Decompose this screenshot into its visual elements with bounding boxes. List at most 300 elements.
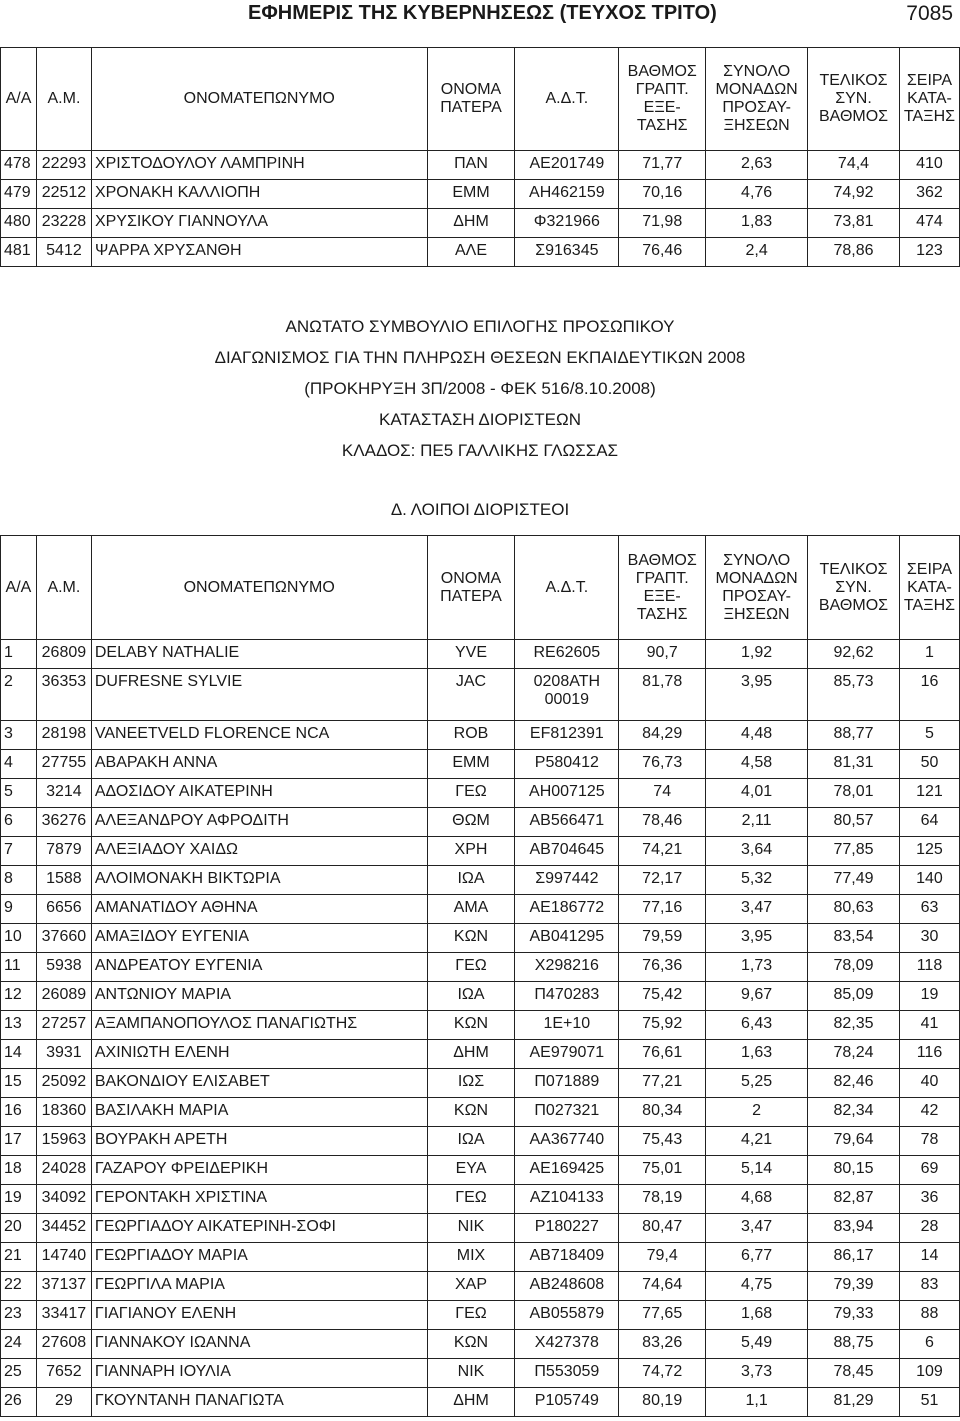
registry-number: 36353 bbox=[36, 669, 91, 721]
father-name: ΝΙΚ bbox=[427, 1359, 515, 1388]
id-card-number: Ρ580412 bbox=[515, 750, 619, 779]
bonus-units: 1,73 bbox=[706, 953, 808, 982]
col-header-rank: ΣΕΙΡΑ ΚΑΤΑ- ΤΑΞΗΣ bbox=[899, 536, 959, 640]
exam-grade: 81,78 bbox=[619, 669, 706, 721]
registry-number: 26809 bbox=[36, 640, 91, 669]
exam-grade: 76,36 bbox=[619, 953, 706, 982]
exam-grade: 79,59 bbox=[619, 924, 706, 953]
row-index: 478 bbox=[1, 151, 37, 180]
registry-number: 23228 bbox=[36, 209, 91, 238]
ranking: 63 bbox=[899, 895, 959, 924]
registry-number: 28198 bbox=[36, 721, 91, 750]
ranking: 36 bbox=[899, 1185, 959, 1214]
row-index: 13 bbox=[1, 1011, 37, 1040]
bonus-units: 5,49 bbox=[706, 1330, 808, 1359]
table-row bbox=[1, 924, 960, 953]
row-index: 8 bbox=[1, 866, 37, 895]
father-name: ΝΙΚ bbox=[427, 1214, 515, 1243]
table-header-row bbox=[1, 536, 960, 640]
col-header-total: ΤΕΛΙΚΟΣ ΣΥΝ. ΒΑΘΜΟΣ bbox=[808, 536, 900, 640]
row-index: 9 bbox=[1, 895, 37, 924]
full-name: ΓΕΩΡΓΙΑΔΟΥ ΜΑΡΙΑ bbox=[91, 1243, 427, 1272]
exam-grade: 77,65 bbox=[619, 1301, 706, 1330]
exam-grade: 90,7 bbox=[619, 640, 706, 669]
full-name: ΑΔΟΣΙΔΟΥ ΑΙΚΑΤΕΡΙΝΗ bbox=[91, 779, 427, 808]
full-name: ΧΡΟΝΑΚΗ ΚΑΛΛΙΟΠΗ bbox=[91, 180, 427, 209]
father-name: ΧΑΡ bbox=[427, 1272, 515, 1301]
row-index: 10 bbox=[1, 924, 37, 953]
full-name: ΑΒΑΡΑΚΗ ΑΝΝΑ bbox=[91, 750, 427, 779]
bonus-units: 2,11 bbox=[706, 808, 808, 837]
full-name: ΓΑΖΑΡΟΥ ΦΡΕΙΔΕΡΙΚΗ bbox=[91, 1156, 427, 1185]
announcement-line-5: ΚΛΑΔΟΣ: ΠΕ5 ΓΑΛΛΙΚΗΣ ΓΛΩΣΣΑΣ bbox=[341, 441, 619, 460]
col-header-bonus: ΣΥΝΟΛΟ ΜΟΝΑΔΩΝ ΠΡΟΣΑΥ- ΞΗΣΕΩΝ bbox=[706, 536, 808, 640]
id-card-number: 1E+10 bbox=[515, 1011, 619, 1040]
final-score: 88,75 bbox=[808, 1330, 900, 1359]
id-card-number: ΑΑ367740 bbox=[515, 1127, 619, 1156]
registry-number: 18360 bbox=[36, 1098, 91, 1127]
announcement-line-3: (ΠΡΟΚΗΡΥΞΗ 3Π/2008 - ΦΕΚ 516/8.10.2008) bbox=[304, 379, 656, 398]
table-row bbox=[1, 640, 960, 669]
father-name: ΔΗΜ bbox=[427, 1040, 515, 1069]
bonus-units: 3,95 bbox=[706, 924, 808, 953]
final-score: 79,39 bbox=[808, 1272, 900, 1301]
row-index: 24 bbox=[1, 1330, 37, 1359]
final-score: 82,87 bbox=[808, 1185, 900, 1214]
ranking: 50 bbox=[899, 750, 959, 779]
table-row bbox=[1, 779, 960, 808]
col-header-bonus: ΣΥΝΟΛΟ ΜΟΝΑΔΩΝ ΠΡΟΣΑΥ- ΞΗΣΕΩΝ bbox=[706, 48, 808, 151]
exam-grade: 80,34 bbox=[619, 1098, 706, 1127]
id-card-number: Χ427378 bbox=[515, 1330, 619, 1359]
exam-grade: 84,29 bbox=[619, 721, 706, 750]
ranking: 41 bbox=[899, 1011, 959, 1040]
exam-grade: 80,47 bbox=[619, 1214, 706, 1243]
father-name: ΓΕΩ bbox=[427, 953, 515, 982]
id-card-number: ΑΒ248608 bbox=[515, 1272, 619, 1301]
gazette-title: ΕΦΗΜΕΡΙΣ ΤΗΣ ΚΥΒΕΡΝΗΣΕΩΣ (ΤΕΥΧΟΣ ΤΡΙΤΟ) bbox=[248, 2, 717, 24]
final-score: 77,85 bbox=[808, 837, 900, 866]
row-index: 3 bbox=[1, 721, 37, 750]
id-card-number: EF812391 bbox=[515, 721, 619, 750]
exam-grade: 80,19 bbox=[619, 1388, 706, 1417]
col-header-aa: Α/Α bbox=[1, 48, 37, 151]
registry-number: 14740 bbox=[36, 1243, 91, 1272]
row-index: 23 bbox=[1, 1301, 37, 1330]
id-card-number: ΑΖ104133 bbox=[515, 1185, 619, 1214]
ranking: 40 bbox=[899, 1069, 959, 1098]
exam-grade: 72,17 bbox=[619, 866, 706, 895]
exam-grade: 83,26 bbox=[619, 1330, 706, 1359]
ranking: 118 bbox=[899, 953, 959, 982]
full-name: ΑΜΑΝΑΤΙΔΟΥ ΑΘΗΝΑ bbox=[91, 895, 427, 924]
full-name: ΓΙΑΝΝΑΡΗ ΙΟΥΛΙΑ bbox=[91, 1359, 427, 1388]
id-card-number: Σ997442 bbox=[515, 866, 619, 895]
father-name: ΓΕΩ bbox=[427, 1301, 515, 1330]
bonus-units: 3,95 bbox=[706, 669, 808, 721]
full-name: DUFRESNE SYLVIE bbox=[91, 669, 427, 721]
father-name: ΜΙΧ bbox=[427, 1243, 515, 1272]
full-name: ΑΝΤΩΝΙΟΥ ΜΑΡΙΑ bbox=[91, 982, 427, 1011]
final-score: 86,17 bbox=[808, 1243, 900, 1272]
registry-number: 7879 bbox=[36, 837, 91, 866]
id-card-number: ΑΒ055879 bbox=[515, 1301, 619, 1330]
ranking: 69 bbox=[899, 1156, 959, 1185]
registry-number: 26089 bbox=[36, 982, 91, 1011]
col-header-grade: ΒΑΘΜΟΣ ΓΡΑΠΤ. ΕΞΕ- ΤΑΣΗΣ bbox=[619, 48, 706, 151]
col-header-am: Α.Μ. bbox=[36, 536, 91, 640]
final-score: 74,92 bbox=[808, 180, 900, 209]
registry-number: 5412 bbox=[36, 238, 91, 267]
exam-grade: 76,73 bbox=[619, 750, 706, 779]
exam-grade: 78,46 bbox=[619, 808, 706, 837]
final-score: 81,31 bbox=[808, 750, 900, 779]
full-name: ΓΕΡΟΝΤΑΚΗ ΧΡΙΣΤΙΝΑ bbox=[91, 1185, 427, 1214]
table-row bbox=[1, 1185, 960, 1214]
exam-grade: 71,77 bbox=[619, 151, 706, 180]
final-score: 81,29 bbox=[808, 1388, 900, 1417]
col-header-am: Α.Μ. bbox=[36, 48, 91, 151]
final-score: 79,64 bbox=[808, 1127, 900, 1156]
final-score: 88,77 bbox=[808, 721, 900, 750]
registry-number: 22293 bbox=[36, 151, 91, 180]
father-name: YVE bbox=[427, 640, 515, 669]
registry-number: 3214 bbox=[36, 779, 91, 808]
full-name: ΑΞΑΜΠΑΝΟΠΟΥΛΟΣ ΠΑΝΑΓΙΩΤΗΣ bbox=[91, 1011, 427, 1040]
final-score: 82,34 bbox=[808, 1098, 900, 1127]
father-name: ΙΩΑ bbox=[427, 1127, 515, 1156]
registry-number: 1588 bbox=[36, 866, 91, 895]
row-index: 15 bbox=[1, 1069, 37, 1098]
final-score: 77,49 bbox=[808, 866, 900, 895]
row-index: 25 bbox=[1, 1359, 37, 1388]
bonus-units: 4,76 bbox=[706, 180, 808, 209]
id-card-number: ΑΒ041295 bbox=[515, 924, 619, 953]
announcement-block bbox=[0, 311, 960, 466]
final-score: 82,35 bbox=[808, 1011, 900, 1040]
row-index: 26 bbox=[1, 1388, 37, 1417]
table-row bbox=[1, 1011, 960, 1040]
full-name: ΑΛΟΙΜΟΝΑΚΗ ΒΙΚΤΩΡΙΑ bbox=[91, 866, 427, 895]
registry-number: 7652 bbox=[36, 1359, 91, 1388]
exam-grade: 77,21 bbox=[619, 1069, 706, 1098]
full-name: ΧΡΙΣΤΟΔΟΥΛΟΥ ΛΑΜΠΡΙΝΗ bbox=[91, 151, 427, 180]
bonus-units: 5,14 bbox=[706, 1156, 808, 1185]
exam-grade: 70,16 bbox=[619, 180, 706, 209]
bonus-units: 1,68 bbox=[706, 1301, 808, 1330]
id-card-number: Φ321966 bbox=[515, 209, 619, 238]
table-row bbox=[1, 895, 960, 924]
page-header bbox=[0, 0, 960, 30]
father-name: ΚΩΝ bbox=[427, 1011, 515, 1040]
final-score: 78,01 bbox=[808, 779, 900, 808]
bonus-units: 5,32 bbox=[706, 866, 808, 895]
bonus-units: 4,58 bbox=[706, 750, 808, 779]
full-name: ΧΡΥΣΙΚΟΥ ΓΙΑΝΝΟΥΛΑ bbox=[91, 209, 427, 238]
exam-grade: 75,43 bbox=[619, 1127, 706, 1156]
table-row bbox=[1, 1156, 960, 1185]
ranking: 123 bbox=[899, 238, 959, 267]
row-index: 481 bbox=[1, 238, 37, 267]
father-name: JAC bbox=[427, 669, 515, 721]
full-name: ΑΜΑΞΙΔΟΥ ΕΥΓΕΝΙΑ bbox=[91, 924, 427, 953]
ranking: 362 bbox=[899, 180, 959, 209]
table-row bbox=[1, 1301, 960, 1330]
exam-grade: 71,98 bbox=[619, 209, 706, 238]
table-row bbox=[1, 721, 960, 750]
id-card-number: Π027321 bbox=[515, 1098, 619, 1127]
full-name: ΒΑΚΟΝΔΙΟΥ ΕΛΙΣΑΒΕΤ bbox=[91, 1069, 427, 1098]
final-score: 82,46 bbox=[808, 1069, 900, 1098]
col-header-aa: Α/Α bbox=[1, 536, 37, 640]
father-name: ΠΑΝ bbox=[427, 151, 515, 180]
id-card-number: 0208ATH 00019 bbox=[515, 669, 619, 721]
final-score: 85,73 bbox=[808, 669, 900, 721]
table-row bbox=[1, 669, 960, 721]
father-name: ΓΕΩ bbox=[427, 779, 515, 808]
bonus-units: 1,92 bbox=[706, 640, 808, 669]
final-score: 80,63 bbox=[808, 895, 900, 924]
full-name: ΒΑΣΙΛΑΚΗ ΜΑΡΙΑ bbox=[91, 1098, 427, 1127]
final-score: 80,15 bbox=[808, 1156, 900, 1185]
final-score: 83,54 bbox=[808, 924, 900, 953]
father-name: ΔΗΜ bbox=[427, 1388, 515, 1417]
final-score: 78,24 bbox=[808, 1040, 900, 1069]
table-row bbox=[1, 1069, 960, 1098]
table-row bbox=[1, 953, 960, 982]
final-score: 85,09 bbox=[808, 982, 900, 1011]
bonus-units: 3,64 bbox=[706, 837, 808, 866]
father-name: ΧΡΗ bbox=[427, 837, 515, 866]
appointees-table-continued bbox=[0, 47, 960, 267]
full-name: ΓΚΟΥΝΤΑΝΗ ΠΑΝΑΓΙΩΤΑ bbox=[91, 1388, 427, 1417]
exam-grade: 76,46 bbox=[619, 238, 706, 267]
table-header-row bbox=[1, 48, 960, 151]
id-card-number: Π553059 bbox=[515, 1359, 619, 1388]
id-card-number: ΑΕ169425 bbox=[515, 1156, 619, 1185]
bonus-units: 6,43 bbox=[706, 1011, 808, 1040]
bonus-units: 6,77 bbox=[706, 1243, 808, 1272]
table-row bbox=[1, 750, 960, 779]
exam-grade: 74 bbox=[619, 779, 706, 808]
ranking: 6 bbox=[899, 1330, 959, 1359]
final-score: 74,4 bbox=[808, 151, 900, 180]
ranking: 5 bbox=[899, 721, 959, 750]
row-index: 14 bbox=[1, 1040, 37, 1069]
bonus-units: 1,1 bbox=[706, 1388, 808, 1417]
table-row bbox=[1, 1388, 960, 1417]
ranking: 42 bbox=[899, 1098, 959, 1127]
ranking: 64 bbox=[899, 808, 959, 837]
table-row bbox=[1, 982, 960, 1011]
bonus-units: 3,47 bbox=[706, 895, 808, 924]
bonus-units: 4,68 bbox=[706, 1185, 808, 1214]
row-index: 19 bbox=[1, 1185, 37, 1214]
id-card-number: Ρ105749 bbox=[515, 1388, 619, 1417]
father-name: ΘΩΜ bbox=[427, 808, 515, 837]
father-name: ΑΜΑ bbox=[427, 895, 515, 924]
id-card-number: ΑΒ718409 bbox=[515, 1243, 619, 1272]
row-index: 21 bbox=[1, 1243, 37, 1272]
row-index: 479 bbox=[1, 180, 37, 209]
page-number: 7085 bbox=[906, 2, 953, 25]
father-name: ΙΩΣ bbox=[427, 1069, 515, 1098]
ranking: 78 bbox=[899, 1127, 959, 1156]
ranking: 51 bbox=[899, 1388, 959, 1417]
id-card-number: ΑΗ007125 bbox=[515, 779, 619, 808]
row-index: 17 bbox=[1, 1127, 37, 1156]
registry-number: 34092 bbox=[36, 1185, 91, 1214]
announcement-line-4: ΚΑΤΑΣΤΑΣΗ ΔΙΟΡΙΣΤΕΩΝ bbox=[379, 410, 581, 429]
ranking: 1 bbox=[899, 640, 959, 669]
col-header-name: ΟΝΟΜΑΤΕΠΩΝΥΜΟ bbox=[91, 48, 427, 151]
table-row bbox=[1, 1040, 960, 1069]
ranking: 30 bbox=[899, 924, 959, 953]
table-row bbox=[1, 866, 960, 895]
ranking: 116 bbox=[899, 1040, 959, 1069]
full-name: ΑΛΕΞΑΝΔΡΟΥ ΑΦΡΟΔΙΤΗ bbox=[91, 808, 427, 837]
table-row bbox=[1, 1127, 960, 1156]
ranking: 28 bbox=[899, 1214, 959, 1243]
ranking: 14 bbox=[899, 1243, 959, 1272]
col-header-father: ΟΝΟΜΑ ΠΑΤΕΡΑ bbox=[427, 536, 515, 640]
id-card-number: RE62605 bbox=[515, 640, 619, 669]
registry-number: 33417 bbox=[36, 1301, 91, 1330]
full-name: ΨΑΡΡΑ ΧΡΥΣΑΝΘΗ bbox=[91, 238, 427, 267]
bonus-units: 4,21 bbox=[706, 1127, 808, 1156]
table-row bbox=[1, 837, 960, 866]
registry-number: 27257 bbox=[36, 1011, 91, 1040]
ranking: 121 bbox=[899, 779, 959, 808]
exam-grade: 74,72 bbox=[619, 1359, 706, 1388]
bonus-units: 2,4 bbox=[706, 238, 808, 267]
row-index: 2 bbox=[1, 669, 37, 721]
id-card-number: Χ298216 bbox=[515, 953, 619, 982]
id-card-number: Π071889 bbox=[515, 1069, 619, 1098]
registry-number: 15963 bbox=[36, 1127, 91, 1156]
row-index: 4 bbox=[1, 750, 37, 779]
ranking: 125 bbox=[899, 837, 959, 866]
bonus-units: 4,75 bbox=[706, 1272, 808, 1301]
registry-number: 22512 bbox=[36, 180, 91, 209]
table-row bbox=[1, 1330, 960, 1359]
final-score: 78,45 bbox=[808, 1359, 900, 1388]
table-row bbox=[1, 238, 960, 267]
table-row bbox=[1, 1272, 960, 1301]
table-body bbox=[1, 640, 960, 1417]
registry-number: 29 bbox=[36, 1388, 91, 1417]
father-name: ΑΛΕ bbox=[427, 238, 515, 267]
final-score: 92,62 bbox=[808, 640, 900, 669]
row-index: 20 bbox=[1, 1214, 37, 1243]
final-score: 83,94 bbox=[808, 1214, 900, 1243]
bonus-units: 2,63 bbox=[706, 151, 808, 180]
col-header-adt: Α.Δ.Τ. bbox=[515, 536, 619, 640]
row-index: 11 bbox=[1, 953, 37, 982]
exam-grade: 78,19 bbox=[619, 1185, 706, 1214]
bonus-units: 4,01 bbox=[706, 779, 808, 808]
registry-number: 6656 bbox=[36, 895, 91, 924]
id-card-number: ΑΒ566471 bbox=[515, 808, 619, 837]
registry-number: 24028 bbox=[36, 1156, 91, 1185]
announcement-line-2: ΔΙΑΓΩΝΙΣΜΟΣ ΓΙΑ ΤΗΝ ΠΛΗΡΩΣΗ ΘΕΣΕΩΝ ΕΚΠΑΙΔΕΥΤΙΚΩΝ 2008 bbox=[214, 348, 746, 367]
registry-number: 34452 bbox=[36, 1214, 91, 1243]
row-index: 1 bbox=[1, 640, 37, 669]
exam-grade: 79,4 bbox=[619, 1243, 706, 1272]
bonus-units: 3,47 bbox=[706, 1214, 808, 1243]
id-card-number: ΑΗ462159 bbox=[515, 180, 619, 209]
full-name: ΓΙΑΓΙΑΝΟΥ ΕΛΕΝΗ bbox=[91, 1301, 427, 1330]
ranking: 83 bbox=[899, 1272, 959, 1301]
id-card-number: Π470283 bbox=[515, 982, 619, 1011]
registry-number: 25092 bbox=[36, 1069, 91, 1098]
table-row bbox=[1, 1214, 960, 1243]
table-row bbox=[1, 808, 960, 837]
full-name: ΑΧΙΝΙΩΤΗ ΕΛΕΝΗ bbox=[91, 1040, 427, 1069]
table-row bbox=[1, 1098, 960, 1127]
father-name: ΙΩΑ bbox=[427, 866, 515, 895]
id-card-number: ΑΕ201749 bbox=[515, 151, 619, 180]
row-index: 12 bbox=[1, 982, 37, 1011]
exam-grade: 77,16 bbox=[619, 895, 706, 924]
father-name: ΕΜΜ bbox=[427, 750, 515, 779]
id-card-number: Σ916345 bbox=[515, 238, 619, 267]
bonus-units: 3,73 bbox=[706, 1359, 808, 1388]
row-index: 7 bbox=[1, 837, 37, 866]
table-row bbox=[1, 1243, 960, 1272]
full-name: ΓΕΩΡΓΙΛΑ ΜΑΡΙΑ bbox=[91, 1272, 427, 1301]
ranking: 140 bbox=[899, 866, 959, 895]
full-name: VANEETVELD FLORENCE NCA bbox=[91, 721, 427, 750]
ranking: 474 bbox=[899, 209, 959, 238]
id-card-number: ΑΕ979071 bbox=[515, 1040, 619, 1069]
col-header-rank: ΣΕΙΡΑ ΚΑΤΑ- ΤΑΞΗΣ bbox=[899, 48, 959, 151]
bonus-units: 4,48 bbox=[706, 721, 808, 750]
ranking: 19 bbox=[899, 982, 959, 1011]
full-name: DELABY NATHALIE bbox=[91, 640, 427, 669]
registry-number: 36276 bbox=[36, 808, 91, 837]
bonus-units: 1,63 bbox=[706, 1040, 808, 1069]
full-name: ΒΟΥΡΑΚΗ ΑΡΕΤΗ bbox=[91, 1127, 427, 1156]
exam-grade: 74,21 bbox=[619, 837, 706, 866]
exam-grade: 75,01 bbox=[619, 1156, 706, 1185]
appointees-table bbox=[0, 535, 960, 1417]
col-header-name: ΟΝΟΜΑΤΕΠΩΝΥΜΟ bbox=[91, 536, 427, 640]
father-name: ΕΜΜ bbox=[427, 180, 515, 209]
full-name: ΓΙΑΝΝΑΚΟΥ ΙΩΑΝΝΑ bbox=[91, 1330, 427, 1359]
father-name: ΓΕΩ bbox=[427, 1185, 515, 1214]
ranking: 88 bbox=[899, 1301, 959, 1330]
final-score: 80,57 bbox=[808, 808, 900, 837]
announcement-line-1: ΑΝΩΤΑΤΟ ΣΥΜΒΟΥΛΙΟ ΕΠΙΛΟΓΗΣ ΠΡΟΣΩΠΙΚΟΥ bbox=[285, 317, 675, 336]
id-card-number: ΑΒ704645 bbox=[515, 837, 619, 866]
id-card-number: Ρ180227 bbox=[515, 1214, 619, 1243]
registry-number: 37137 bbox=[36, 1272, 91, 1301]
registry-number: 27608 bbox=[36, 1330, 91, 1359]
father-name: ΕΥΑ bbox=[427, 1156, 515, 1185]
exam-grade: 76,61 bbox=[619, 1040, 706, 1069]
exam-grade: 75,42 bbox=[619, 982, 706, 1011]
table-row bbox=[1, 209, 960, 238]
registry-number: 5938 bbox=[36, 953, 91, 982]
row-index: 6 bbox=[1, 808, 37, 837]
father-name: ΚΩΝ bbox=[427, 924, 515, 953]
father-name: ΚΩΝ bbox=[427, 1098, 515, 1127]
bonus-units: 9,67 bbox=[706, 982, 808, 1011]
table-row bbox=[1, 1359, 960, 1388]
final-score: 78,09 bbox=[808, 953, 900, 982]
section-title: Δ. ΛΟΙΠΟΙ ΔΙΟΡΙΣΤΕΟΙ bbox=[390, 500, 570, 519]
